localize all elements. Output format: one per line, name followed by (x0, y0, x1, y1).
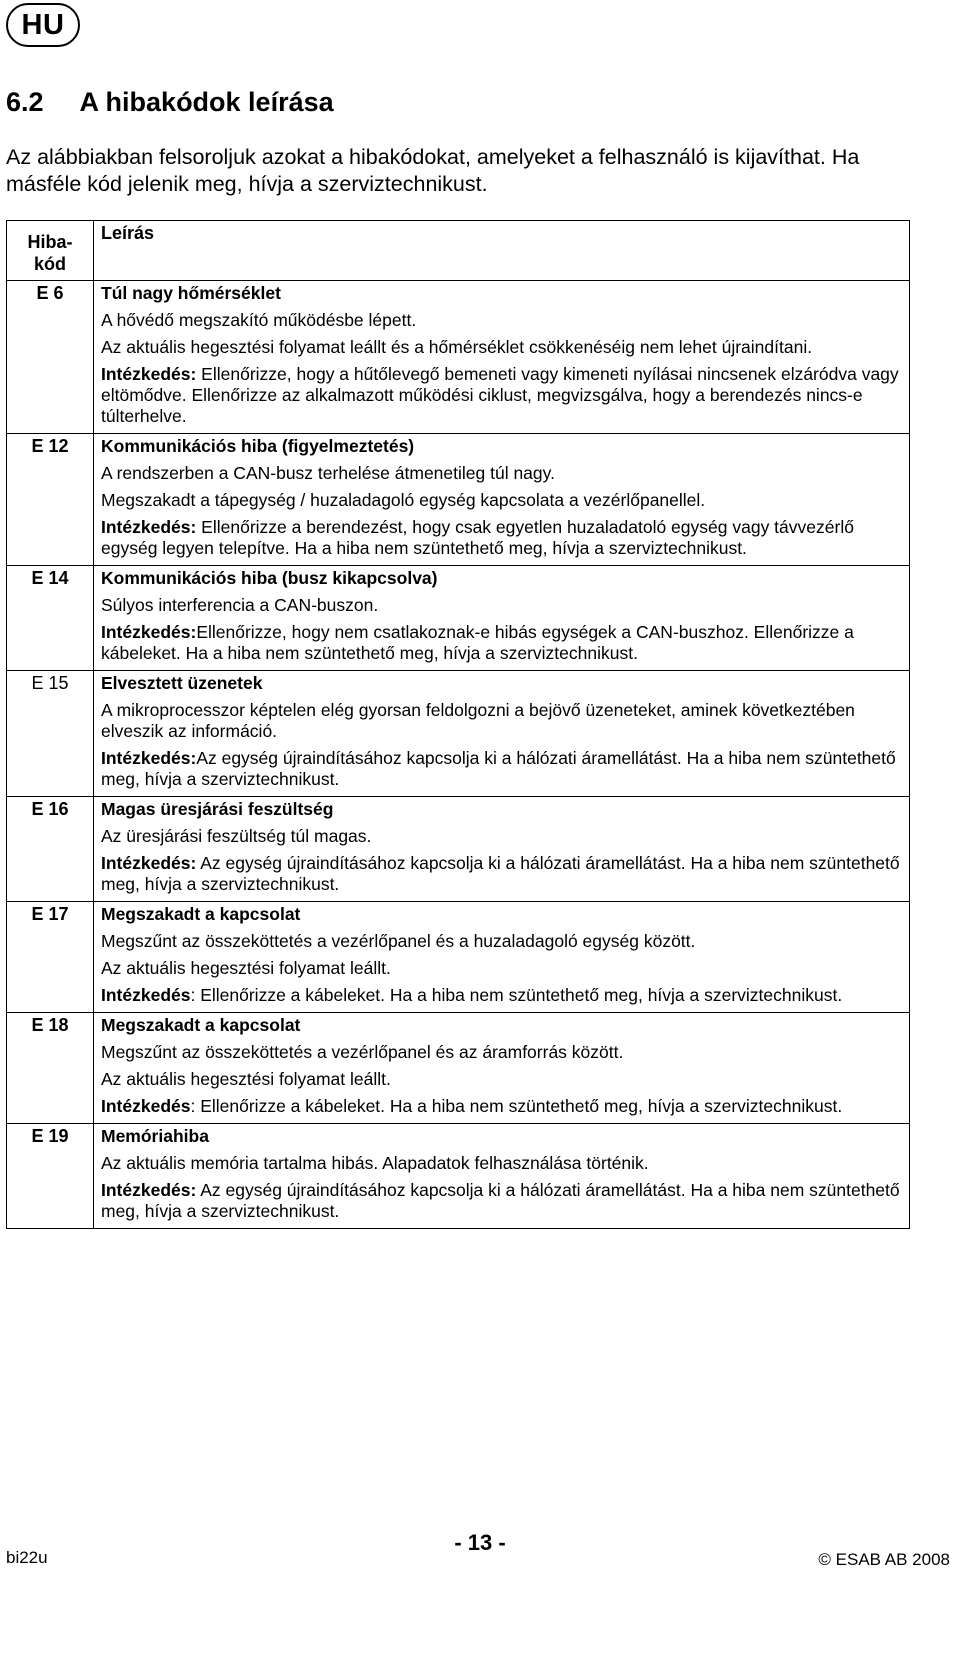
column-header-description (94, 221, 910, 281)
error-action (101, 1096, 902, 1117)
language-badge: HU (6, 3, 80, 47)
action-label: Intézkedés (101, 985, 191, 1005)
error-action (101, 364, 902, 427)
error-title: Memóriahiba (101, 1126, 209, 1146)
error-title: Kommunikációs hiba (busz kikapcsolva) (101, 568, 438, 588)
page-number: - 13 - (454, 1530, 506, 1555)
action-text: : Ellenőrizze a kábeleket. Ha a hiba nem szüntethető meg, hívja a szerviztechnikust. (190, 985, 843, 1005)
error-code: E 17 (7, 902, 94, 1013)
footer-doc-code: bi22u (6, 1548, 48, 1567)
error-action (101, 853, 902, 895)
error-code: E 19 (7, 1124, 94, 1229)
error-title: Megszakadt a kapcsolat (101, 1015, 301, 1035)
table-row (7, 281, 910, 434)
error-description (94, 434, 910, 566)
action-label: Intézkedés: (101, 1180, 197, 1200)
action-label: Intézkedés (101, 1096, 191, 1116)
error-detail-line: Az aktuális hegesztési folyamat leállt. (101, 958, 391, 978)
error-title: Megszakadt a kapcsolat (101, 904, 301, 924)
error-title: Elvesztett üzenetek (101, 673, 263, 693)
error-description (94, 566, 910, 671)
column-header-code-line1: Hiba- (27, 232, 73, 252)
action-label: Intézkedés: (101, 748, 197, 768)
error-detail-line: Megszűnt az összeköttetés a vezérlőpanel és a huzaladagoló egység között. (101, 931, 696, 951)
error-action (101, 517, 902, 559)
action-text: Ellenőrizze, hogy a hűtőlevegő bemeneti vagy kimeneti nyílásai nincsenek elzáródva vagy eltömődve. Ellenőrizze az alkalmazott működési ciklust, megvizsgálva, hogy a berendezés nincs-e túlterhelve. (101, 364, 899, 426)
table-row (7, 671, 910, 797)
error-title: Kommunikációs hiba (figyelmeztetés) (101, 436, 415, 456)
error-code: E 12 (7, 434, 94, 566)
footer-copyright: © ESAB AB 2008 (818, 1550, 950, 1569)
error-description (94, 797, 910, 902)
action-label: Intézkedés: (101, 853, 197, 873)
table-row (7, 797, 910, 902)
action-label: Intézkedés: (101, 364, 197, 384)
column-header-description-label: Leírás (101, 223, 155, 243)
action-text: Az egység újraindításához kapcsolja ki a hálózati áramellátást. Ha a hiba nem szüntethető meg, hívja a szerviztechnikust. (101, 1180, 900, 1221)
error-title: Túl nagy hőmérséklet (101, 283, 281, 303)
column-header-code (7, 221, 94, 281)
table-row (7, 434, 910, 566)
intro-paragraph: Az alábbiakban felsoroljuk azokat a hibakódokat, amelyeket a felhasználó is kijavíthat. Ha másféle kód jelenik meg, hívja a szerviztechnikust. (6, 145, 860, 196)
error-description (94, 671, 910, 797)
table-header-row (7, 221, 910, 281)
error-detail-line: Az üresjárási feszültség túl magas. (101, 826, 372, 846)
section-number: 6.2 (6, 87, 44, 117)
error-code: E 15 (7, 671, 94, 797)
action-text: Ellenőrizze, hogy nem csatlakoznak-e hibás egységek a CAN-buszhoz. Ellenőrizze a kábeleket. Ha a hiba nem szüntethető meg, hívja a szerviztechnikust. (101, 622, 854, 663)
error-description (94, 1013, 910, 1124)
table-row (7, 566, 910, 671)
action-label: Intézkedés: (101, 622, 197, 642)
error-action (101, 985, 902, 1006)
error-code: E 6 (7, 281, 94, 434)
error-detail-line: Az aktuális hegesztési folyamat leállt és a hőmérséklet csökkenéséig nem lehet újraindítani. (101, 337, 813, 357)
error-detail-line: Megszakadt a tápegység / huzaladagoló egység kapcsolata a vezérlőpanellel. (101, 490, 706, 510)
error-code: E 18 (7, 1013, 94, 1124)
section-title: A hibakódok leírása (79, 87, 334, 117)
error-detail-line: Megszűnt az összeköttetés a vezérlőpanel és az áramforrás között. (101, 1042, 624, 1062)
action-label: Intézkedés: (101, 517, 197, 537)
table-row (7, 902, 910, 1013)
error-description (94, 902, 910, 1013)
action-text: : Ellenőrizze a kábeleket. Ha a hiba nem szüntethető meg, hívja a szerviztechnikust. (190, 1096, 843, 1116)
error-detail-line: Az aktuális hegesztési folyamat leállt. (101, 1069, 391, 1089)
table-row (7, 1013, 910, 1124)
error-description (94, 1124, 910, 1229)
error-detail-line: A hővédő megszakító működésbe lépett. (101, 310, 417, 330)
table-row (7, 1124, 910, 1229)
section-heading (6, 87, 334, 118)
error-detail-line: A rendszerben a CAN-busz terhelése átmenetileg túl nagy. (101, 463, 555, 483)
error-code: E 16 (7, 797, 94, 902)
error-code: E 14 (7, 566, 94, 671)
action-text: Ellenőrizze a berendezést, hogy csak egyetlen huzaladatoló egység vagy távvezérlő egység legyen telepítve. Ha a hiba nem szüntethető meg, hívja a szerviztechnikust. (101, 517, 854, 558)
action-text: Az egység újraindításához kapcsolja ki a hálózati áramellátást. Ha a hiba nem szüntethető meg, hívja a szerviztechnikust. (101, 748, 896, 789)
error-title: Magas üresjárási feszültség (101, 799, 334, 819)
error-code-table (6, 220, 910, 1229)
column-header-code-line2: kód (33, 254, 66, 274)
error-detail-line: Az aktuális memória tartalma hibás. Alapadatok felhasználása történik. (101, 1153, 649, 1173)
action-text: Az egység újraindításához kapcsolja ki a hálózati áramellátást. Ha a hiba nem szüntethető meg, hívja a szerviztechnikust. (101, 853, 900, 894)
error-action (101, 1180, 902, 1222)
error-detail-line: Súlyos interferencia a CAN-buszon. (101, 595, 379, 615)
error-action (101, 622, 902, 664)
error-action (101, 748, 902, 790)
error-description (94, 281, 910, 434)
error-detail-line: A mikroprocesszor képtelen elég gyorsan feldolgozni a bejövő üzeneteket, aminek következtében elveszik az információ. (101, 700, 855, 741)
